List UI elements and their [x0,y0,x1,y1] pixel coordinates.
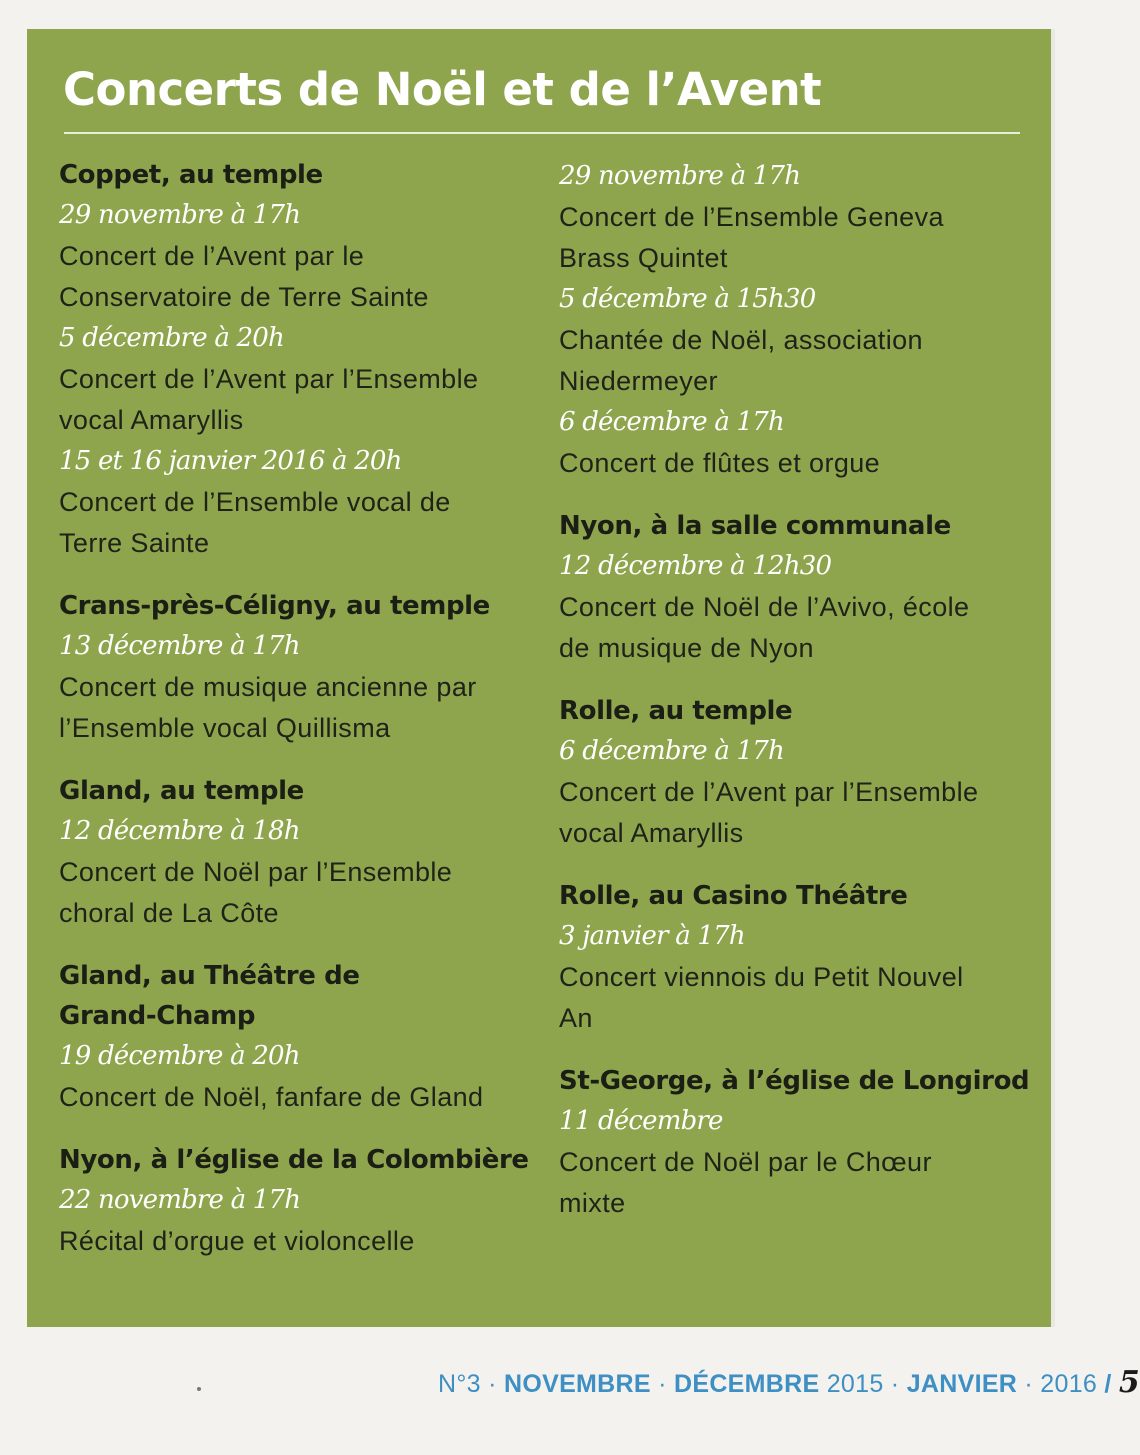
concert-description: Concert de Noël par le Chœur [559,1147,932,1177]
footer-month-november: NOVEMBRE [504,1370,651,1398]
venue-block [559,506,1029,669]
venue-name: Gland, au temple [59,776,304,806]
concert-date: 12 décembre à 18h [59,816,300,846]
footer-slash: / [1104,1370,1112,1398]
concert-description: vocal Amaryllis [559,818,744,848]
venue-block [59,1140,529,1262]
venue-name: St-George, à l’église de Longirod [559,1066,1030,1096]
venue-name: Gland, au Théâtre de [59,961,360,991]
venue-block [559,1061,1029,1224]
footer-separator: · [658,1370,667,1398]
concert-date: 11 décembre [559,1106,723,1136]
concert-description: vocal Amaryllis [59,405,244,435]
concert-date: 5 décembre à 15h30 [559,284,816,314]
venue-block [59,155,529,564]
footer-separator: · [1024,1370,1034,1398]
page-title: Concerts de Noël et de l’Avent [63,63,822,116]
concert-description: de musique de Nyon [559,633,814,663]
page-footer [438,1365,1140,1400]
footer-separator: · [488,1370,497,1398]
venue-block [559,156,1029,484]
concert-description: Concert de Noël par l’Ensemble [59,857,453,887]
footer-year-2015: 2015 [826,1370,884,1398]
concert-description: l’Ensemble vocal Quillisma [59,713,391,743]
footer-separator: · [890,1370,900,1398]
left-column [59,155,529,1262]
venue-block [59,956,529,1118]
venue-name: Nyon, à la salle communale [559,511,951,541]
page-number: 5 [1118,1365,1140,1400]
concerts-panel [27,29,1055,1327]
concert-date: 3 janvier à 17h [559,921,745,951]
concert-date: 22 novembre à 17h [59,1185,301,1215]
venue-name: Rolle, au Casino Théâtre [559,881,908,911]
concert-date: 19 décembre à 20h [59,1041,300,1071]
footer-month-january: JANVIER [906,1370,1018,1398]
concert-description: Concert de musique ancienne par [59,672,477,702]
concert-description: Brass Quintet [559,243,728,273]
venue-name: Rolle, au temple [559,696,793,726]
concert-description: Concert de l’Avent par l’Ensemble [559,777,979,807]
venue-block [559,691,1029,854]
venue-name: Crans-près-Céligny, au temple [59,591,490,621]
concert-date: 6 décembre à 17h [559,407,784,437]
concert-date: 12 décembre à 12h30 [559,551,832,581]
footer-issue: N°3 [438,1370,481,1398]
concert-description: Terre Sainte [59,528,210,558]
concert-description: Concert de Noël de l’Avivo, école [559,592,970,622]
print-speck [197,1387,201,1391]
footer-month-december: DÉCEMBRE [674,1370,820,1398]
concert-description: Récital d’orgue et violoncelle [59,1226,415,1256]
right-column [559,156,1029,1224]
footer-year-2016: 2016 [1040,1370,1098,1398]
concert-date: 15 et 16 janvier 2016 à 20h [59,446,402,476]
venue-block [59,771,529,934]
concert-description: Concert de Noël, fanfare de Gland [59,1082,484,1112]
concert-description: choral de La Côte [59,898,279,928]
concert-description: mixte [559,1188,626,1218]
concert-description: Concert de l’Ensemble vocal de [59,487,451,517]
venue-name: Grand-Champ [59,1001,256,1031]
venue-name: Coppet, au temple [59,160,323,190]
concert-date: 29 novembre à 17h [59,200,301,230]
title-divider [64,132,1020,134]
concert-date: 29 novembre à 17h [559,161,801,191]
concert-description: Concert viennois du Petit Nouvel [559,962,964,992]
concert-date: 5 décembre à 20h [59,323,284,353]
concert-description: Concert de flûtes et orgue [559,448,881,478]
concert-description: Concert de l’Ensemble Geneva [559,202,944,232]
concert-description: Concert de l’Avent par l’Ensemble [59,364,479,394]
venue-block [559,876,1029,1039]
venue-name: Nyon, à l’église de la Colombière [59,1145,529,1175]
concert-date: 13 décembre à 17h [59,631,300,661]
concert-description: An [559,1003,593,1033]
concert-description: Chantée de Noël, association [559,325,923,355]
concert-description: Niedermeyer [559,366,718,396]
venue-block [59,586,529,749]
concert-description: Concert de l’Avent par le [59,241,365,271]
concert-description: Conservatoire de Terre Sainte [59,282,429,312]
concert-date: 6 décembre à 17h [559,736,784,766]
